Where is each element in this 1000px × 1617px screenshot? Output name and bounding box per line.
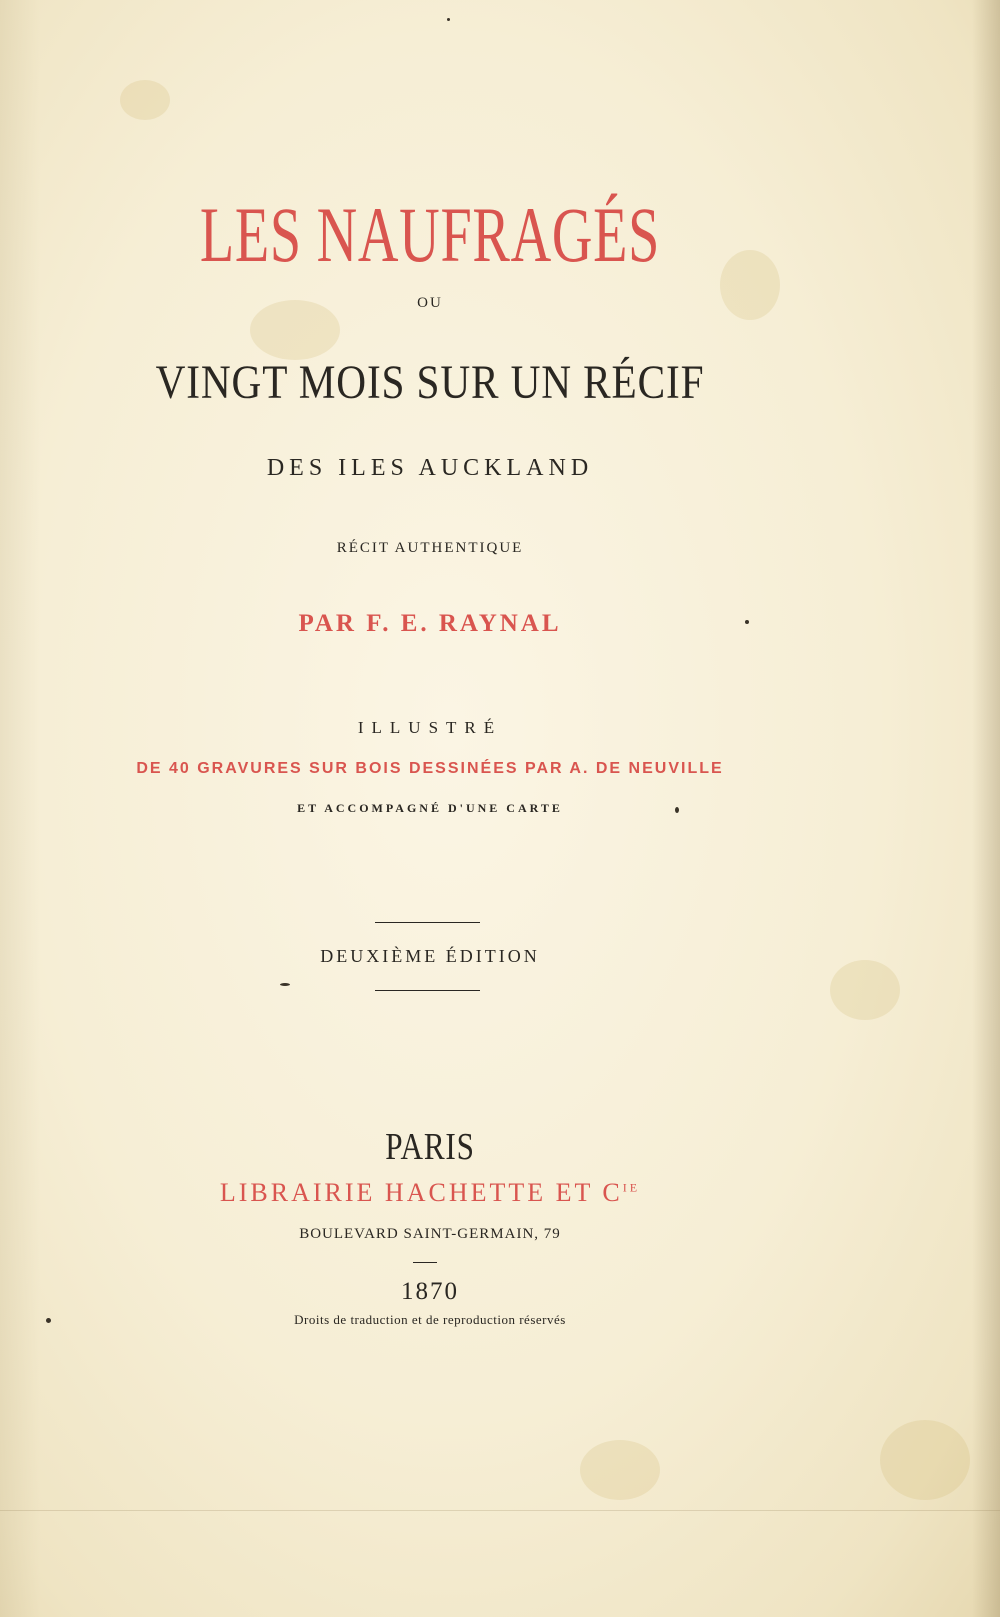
author-line: PAR F. E. RAYNAL <box>298 610 562 637</box>
divider-rule-top <box>375 922 480 923</box>
publication-city: PARIS <box>385 1126 475 1168</box>
page-edge-shadow <box>972 0 1000 1617</box>
book-subtitle: VINGT MOIS SUR UN RÉCIF <box>155 356 705 409</box>
rights-notice: Droits de traduction et de reproduction réservés <box>294 1312 566 1327</box>
page-crease <box>0 1510 1000 1511</box>
ink-speck <box>447 18 450 21</box>
paper-stain <box>580 1440 660 1500</box>
paper-stain <box>120 80 170 120</box>
divider-rule-bottom <box>375 990 480 991</box>
ink-speck <box>280 983 290 986</box>
title-conjunction: OU <box>417 295 443 311</box>
edition-label: DEUXIÈME ÉDITION <box>320 946 540 966</box>
paper-stain <box>830 960 900 1020</box>
publication-year: 1870 <box>401 1278 459 1305</box>
engravings-credit: DE 40 GRAVURES SUR BOIS DESSINÉES PAR A. DE NEUVILLE <box>136 760 724 777</box>
map-note: ET ACCOMPAGNÉ D'UNE CARTE <box>297 801 563 815</box>
publisher-suffix: IE <box>622 1180 641 1195</box>
publisher-name-text: LIBRAIRIE HACHETTE ET C <box>219 1178 623 1207</box>
publisher-address: BOULEVARD SAINT-GERMAIN, 79 <box>299 1226 561 1242</box>
book-title: LES NAUFRAGÉS <box>199 191 661 278</box>
book-subtitle-continuation: DES ILES AUCKLAND <box>266 455 594 481</box>
publisher-name <box>0 1178 860 1208</box>
genre-label: RÉCIT AUTHENTIQUE <box>336 540 524 556</box>
divider-rule-short <box>413 1262 437 1263</box>
paper-stain <box>880 1420 970 1500</box>
illustrated-label: ILLUSTRÉ <box>357 718 503 737</box>
